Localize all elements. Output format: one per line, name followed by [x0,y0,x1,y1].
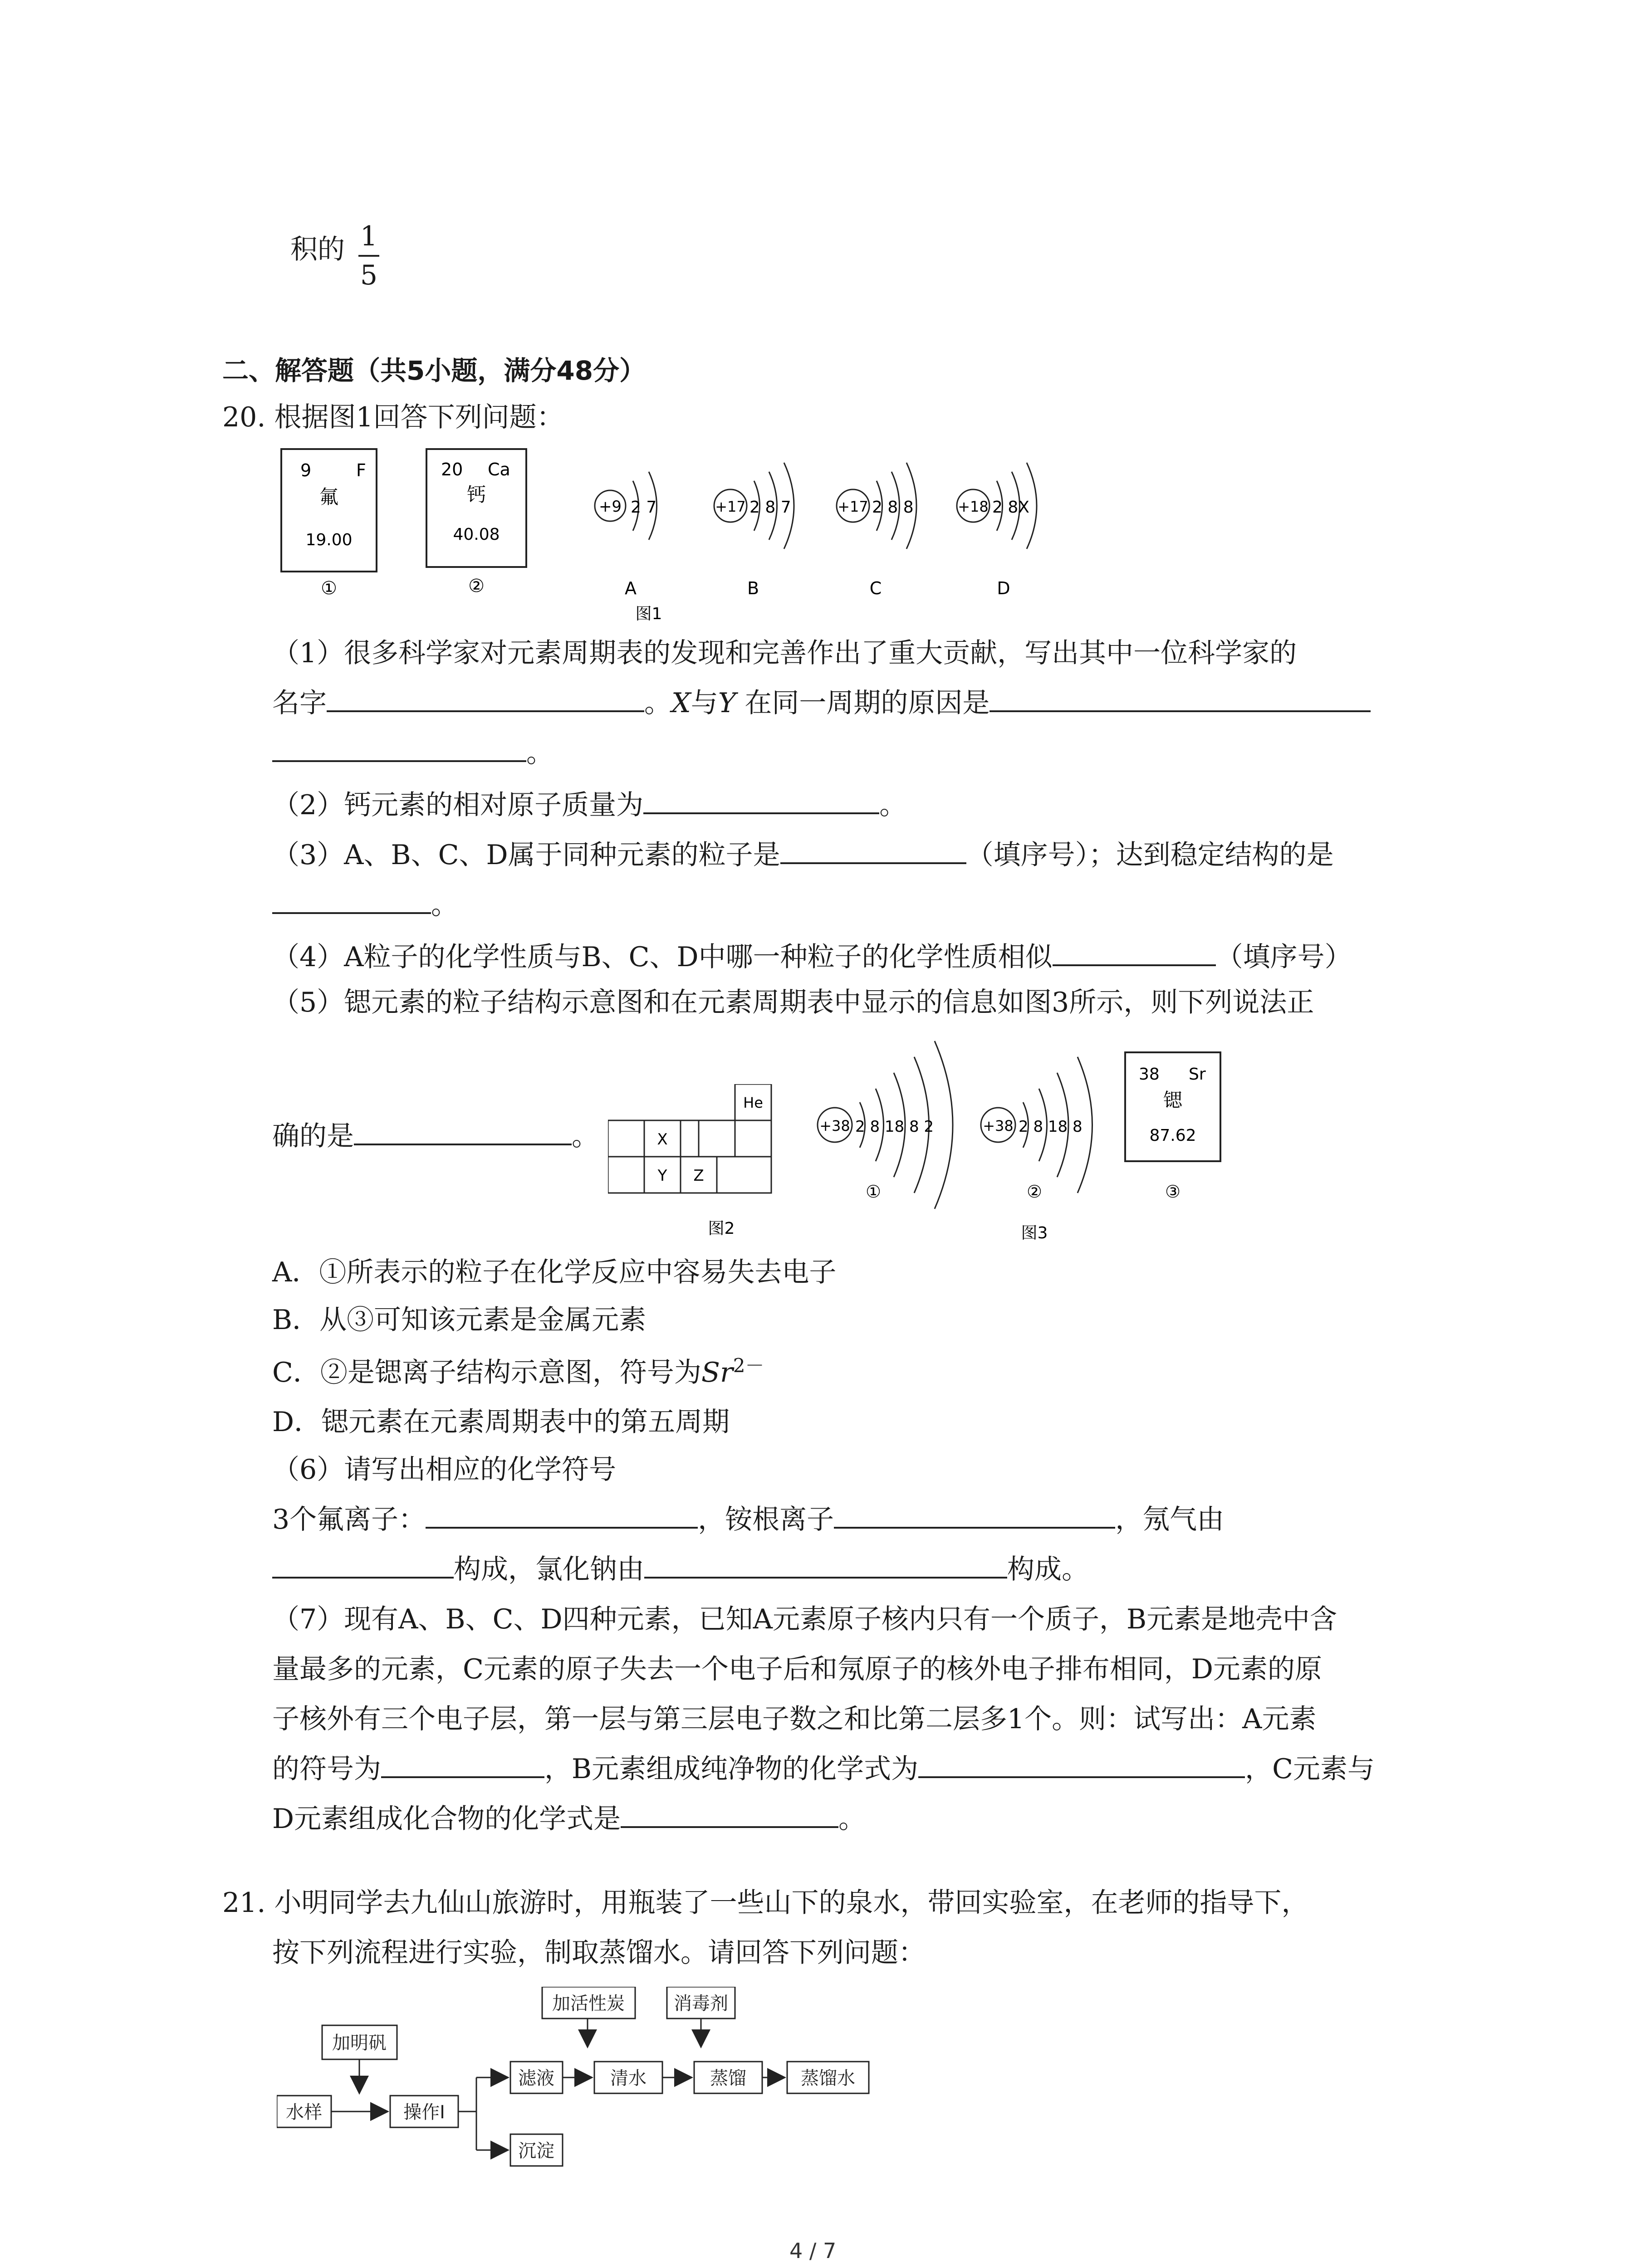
svg-text:图2: 图2 [708,1219,735,1238]
answer-blank[interactable] [643,808,879,814]
svg-text:2 8 8: 2 8 8 [872,498,914,517]
answer-blank[interactable] [354,1139,572,1145]
flow-filtrate: 滤液 [518,2068,554,2089]
svg-text:+38: +38 [819,1117,850,1134]
answer-blank[interactable] [272,908,431,914]
answer-blank[interactable] [1053,960,1216,966]
q20-part7-line3: 子核外有三个电子层，第一层与第三层电子数之和比第二层多1个。则：试写出：A元素 [272,1703,1317,1735]
q20-part6-line1: 3个氟离子： ，铵根离子 ，氖气由 [272,1504,1225,1535]
svg-text:锶: 锶 [1163,1089,1183,1111]
q20-part3-line1: （3）A、B、C、D属于同种元素的粒子是 （填序号）；达到稳定结构的是 [272,839,1334,871]
svg-text:2 7: 2 7 [631,498,657,517]
figure-1 [272,445,1089,644]
answer-blank[interactable] [644,1572,1007,1579]
figure-2-periodic-grid [608,1084,789,1256]
svg-text:+38: +38 [983,1117,1014,1134]
q20-part3-line2: 。 [272,891,458,919]
element-cell-strontium [1125,1052,1220,1202]
fraction: 1 5 [358,220,379,291]
q20-part7-line2: 量最多的元素，C元素的原子失去一个电子后和氖原子的核外电子排布相同，D元素的原 [272,1653,1323,1685]
svg-text:②: ② [1026,1182,1043,1202]
svg-text:C: C [869,578,882,598]
answer-blank[interactable] [272,756,526,762]
svg-text:2 8 7: 2 8 7 [749,498,791,517]
svg-text:X: X [657,1130,668,1149]
flow-distilled-water: 蒸馏水 [801,2068,855,2089]
option-c: C．②是锶离子结构示意图，符号为$Sr^{2-}$ [272,1354,764,1388]
q20-part7-line1: （7）现有A、B、C、D四种元素，已知A元素原子核内只有一个质子，B元素是地壳中含 [272,1603,1337,1635]
svg-text:钙: 钙 [466,484,486,506]
atom-diagram-c [837,463,916,598]
flow-water-sample: 水样 [286,2102,322,2123]
q20-part7-line5: D元素组成化合物的化学式是 。 [272,1803,866,1835]
q20-part6: （6）请写出相应的化学符号 [272,1454,617,1486]
flow-distillation: 蒸馏 [710,2068,746,2089]
svg-text:A: A [625,578,637,598]
q20-part4: （4）A粒子的化学性质与B、C、D中哪一种粒子的化学性质相似 （填序号） [272,941,1352,973]
fragment-text: 积的 [290,234,345,265]
section-heading: 二、解答题（共5小题，满分48分） [222,355,646,386]
svg-text:③: ③ [1165,1182,1181,1202]
answer-blank[interactable] [780,858,966,864]
svg-text:9: 9 [300,460,312,480]
svg-text:F: F [356,460,366,480]
q20-part2: （2）钙元素的相对原子质量为 。 [272,789,907,821]
svg-text:2 8 18 8: 2 8 18 8 [1019,1118,1083,1136]
svg-text:+17: +17 [715,498,746,515]
answer-blank[interactable] [272,1572,454,1579]
svg-text:40.08: 40.08 [453,525,500,544]
page-number: 4 / 7 [789,2239,837,2263]
q20-part1-line2: 名字 。X与Y 在同一周期的原因是 [272,689,1371,717]
flow-precipitate: 沉淀 [518,2141,554,2161]
q20-part5-line1: （5）锶元素的粒子结构示意图和在元素周期表中显示的信息如图3所示，则下列说法正 [272,987,1314,1018]
svg-text:38: 38 [1139,1065,1160,1084]
element-cell-calcium [426,449,526,596]
svg-text:He: He [743,1094,763,1111]
q20-part6-line2: 构成，氯化钠由 构成。 [272,1556,1089,1583]
atom-diagram-d [957,463,1037,598]
svg-text:Sr: Sr [1189,1065,1206,1084]
svg-text:+18: +18 [958,498,989,515]
q21-line2: 按下列流程进行实验，制取蒸馏水。请回答下列问题： [272,1937,926,1969]
svg-text:B: B [747,578,759,598]
answer-blank[interactable] [621,1822,838,1828]
svg-text:Y: Y [657,1167,667,1185]
flow-activated-carbon: 加活性炭 [552,1993,625,2014]
q20-part1-line1: （1）很多科学家对元素周期表的发现和完善作出了重大贡献，写出其中一位科学家的 [272,637,1297,669]
svg-text:图3: 图3 [1021,1224,1048,1242]
q20-part1-line3: 。 [272,739,554,767]
svg-text:87.62: 87.62 [1149,1126,1196,1145]
flow-operation-1: 操作Ⅰ [403,2102,445,2123]
svg-text:D: D [997,578,1010,598]
svg-text:Z: Z [693,1167,704,1185]
svg-text:+17: +17 [838,498,868,515]
answer-blank[interactable] [327,706,644,712]
q21-flowchart [277,1987,985,2177]
svg-text:20: 20 [441,459,463,479]
q20-intro: 20. 根据图1回答下列问题： [222,401,564,433]
svg-text:Ca: Ca [488,459,510,479]
flow-disinfectant: 消毒剂 [674,1993,728,2014]
option-b: B．从③可知该元素是金属元素 [272,1304,647,1336]
q20-part5-line2: 确的是 。 [272,1120,599,1152]
svg-text:①: ① [865,1182,882,1202]
svg-text:19.00: 19.00 [305,531,353,549]
flow-alum: 加明矾 [332,2033,387,2053]
answer-blank[interactable] [834,1522,1115,1529]
svg-text:①: ① [321,578,337,599]
atom-diagram-a [595,472,657,598]
figure-3 [808,1016,1243,1252]
atom-diagram-b [714,463,794,598]
answer-blank[interactable] [918,1772,1245,1778]
option-a: A．①所表示的粒子在化学反应中容易失去电子 [272,1256,837,1288]
answer-blank[interactable] [989,706,1371,712]
flow-clear-water: 清水 [610,2068,647,2089]
answer-blank[interactable] [426,1522,698,1529]
strontium-atom-diagram [818,1041,953,1209]
q21-line1: 21. 小明同学去九仙山旅游时，用瓶装了一些山下的泉水，带回实验室，在老师的指导下， [222,1887,1309,1919]
figure-1-caption: 图1 [635,605,662,623]
svg-text:+9: +9 [598,498,622,516]
svg-text:2 8 18 8 2: 2 8 18 8 2 [855,1118,934,1136]
svg-text:②: ② [468,576,485,596]
svg-text:氟: 氟 [319,486,339,508]
strontium-ion-diagram [981,1057,1092,1202]
option-d: D．锶元素在元素周期表中的第五周期 [272,1406,730,1438]
svg-text:2 8X: 2 8X [992,498,1029,517]
q20-part7-line4: 的符号为 ，B元素组成纯净物的化学式为 ，C元素与 [272,1753,1375,1785]
answer-blank[interactable] [381,1772,544,1778]
element-cell-fluorine [281,449,377,599]
